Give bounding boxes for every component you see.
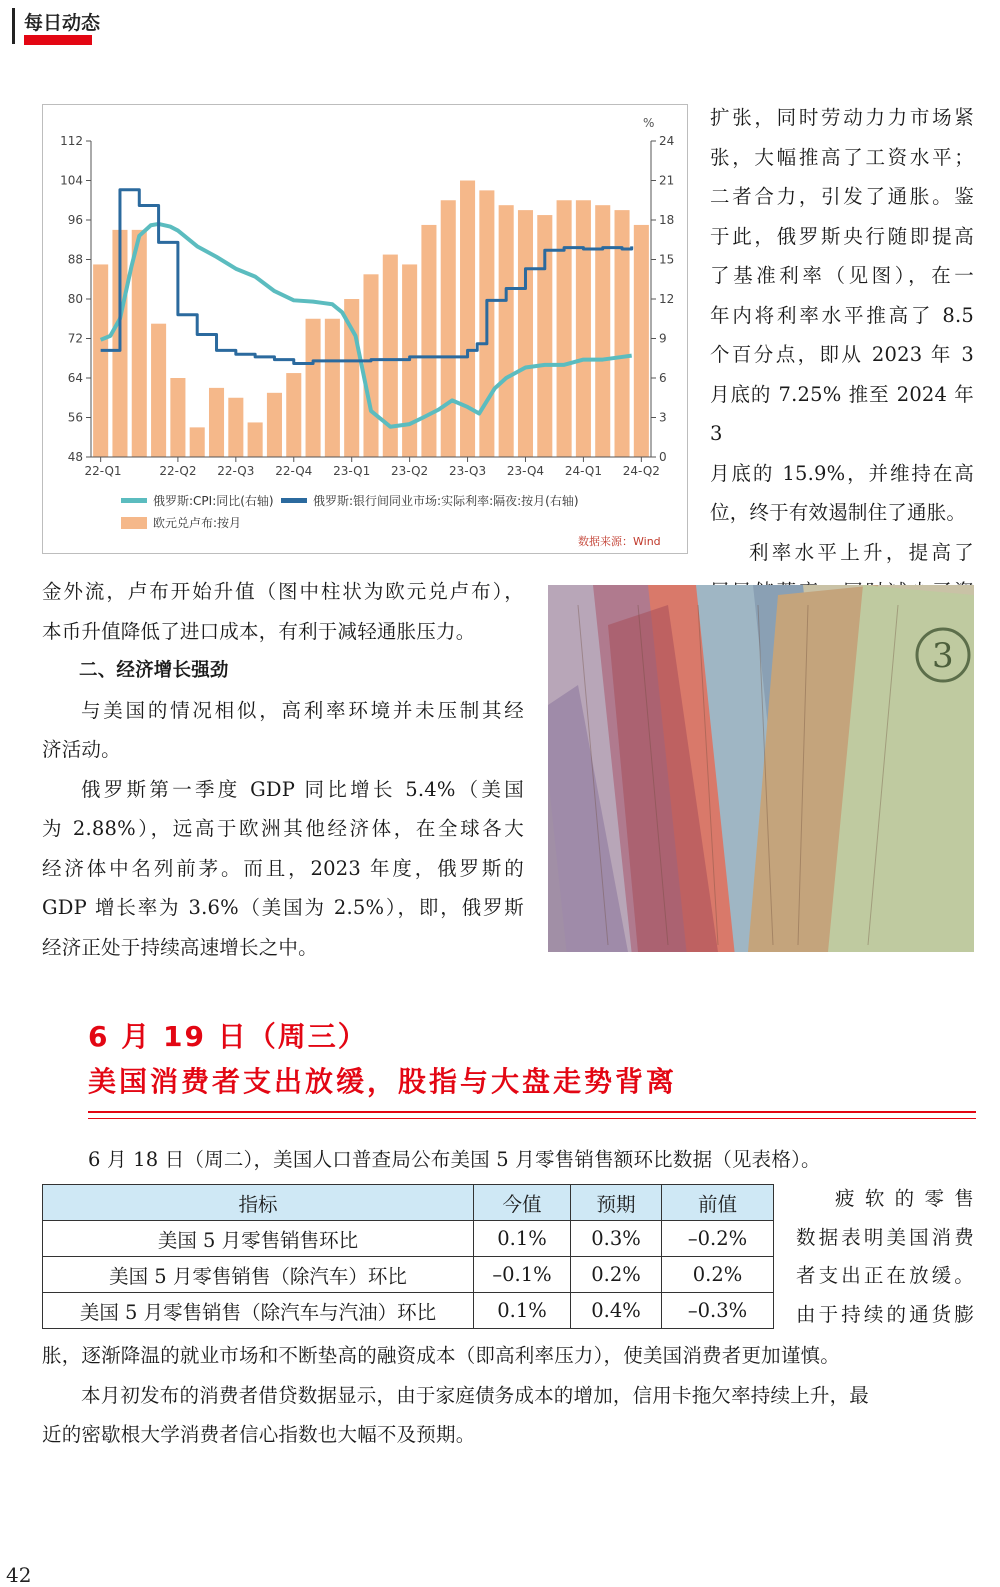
text-line: 利率水平上升，提高了 <box>749 540 974 564</box>
left-axis-tick-label: 96 <box>67 213 83 227</box>
text-line: 扩张，同时劳动力力市场紧 <box>710 106 974 129</box>
text-line: 近的密歇根大学消费者信心指数也大幅不及预期。 <box>42 1423 476 1446</box>
section-date: 6 月 19 日（周三） <box>88 1020 368 1053</box>
table-side-text <box>796 1180 974 1334</box>
banknote-denomination: 3 <box>932 636 954 676</box>
text-line: 济活动。 <box>42 738 121 761</box>
exchange-rate-chart <box>43 105 687 553</box>
table-cell: 美国 5 月零售销售（除汽车）环比 <box>43 1257 474 1293</box>
section-headline: 美国消费者支出放缓，股指与大盘走势背离 <box>88 1065 678 1098</box>
eur-rub-bar <box>557 200 572 457</box>
text-line: 张，大幅推高了工资水平； <box>710 145 974 169</box>
legend-rate-swatch <box>281 498 307 503</box>
right-axis-unit: % <box>643 116 655 130</box>
left-axis-tick-label: 104 <box>60 173 83 188</box>
right-axis-tick-label: 9 <box>659 331 667 346</box>
eur-rub-bar <box>441 200 456 457</box>
eur-rub-bar <box>228 398 243 457</box>
left-axis-tick-label: 88 <box>67 252 83 267</box>
right-axis-tick-label: 24 <box>659 134 675 148</box>
table-cell: –0.3% <box>662 1293 774 1329</box>
section-intro: 6 月 18 日（周二），美国人口普查局公布美国 5 月零售销售额环比数据（见表格）。 <box>88 1148 821 1171</box>
left-axis-tick-label: 112 <box>60 134 83 148</box>
text-line: 二者合力，引发了通胀。鉴 <box>710 185 974 208</box>
table-cell: –0.1% <box>474 1257 571 1293</box>
left-axis-tick-label: 64 <box>67 371 83 385</box>
table-cell: 0.4% <box>571 1293 662 1329</box>
table-cell: 0.1% <box>474 1293 571 1329</box>
col-header-previous: 前值 <box>662 1185 774 1221</box>
eur-rub-bar <box>267 393 282 457</box>
text-line: 年内将利率水平推高了 8.5 <box>710 303 974 327</box>
text-line: 胀，逐渐降温的就业市场和不断垫高的融资成本（即高利率压力），使美国消费者更加谨慎。 <box>42 1344 840 1367</box>
section-header-title: 每日动态 <box>24 12 101 34</box>
header-bar <box>12 8 15 44</box>
x-axis-tick-label: 24-Q1 <box>564 464 602 478</box>
right-column-text <box>710 98 974 612</box>
table-row <box>43 1221 774 1257</box>
chart-source: 数据来源：Wind <box>578 535 661 548</box>
eur-rub-bar <box>306 319 321 457</box>
eur-rub-bar <box>170 378 185 457</box>
x-axis-tick-label: 23-Q4 <box>506 464 545 478</box>
left-axis-tick-label: 80 <box>67 292 83 306</box>
table-row <box>43 1293 774 1329</box>
x-axis-tick-label: 23-Q3 <box>448 464 487 478</box>
right-axis-tick-label: 15 <box>659 252 675 267</box>
right-axis-tick-label: 12 <box>659 292 675 306</box>
headline-rule-thick <box>88 1111 976 1113</box>
table-cell: 美国 5 月零售销售（除汽车与汽油）环比 <box>43 1293 474 1329</box>
right-axis-tick-label: 6 <box>659 371 667 385</box>
col-header-actual: 今值 <box>474 1185 571 1221</box>
eur-rub-bar <box>634 225 649 457</box>
legend-eur-label: 欧元兑卢布:按月 <box>153 516 242 530</box>
text-line: 了基准利率（见图），在一 <box>710 264 974 287</box>
x-axis-tick-label: 22-Q3 <box>217 464 255 478</box>
x-axis-tick-label: 22-Q4 <box>275 464 313 478</box>
eur-rub-bar <box>499 205 514 457</box>
text-line: 金外流，卢布开始升值（图中柱状为欧元兑卢布）， <box>42 580 524 603</box>
chart-figure <box>42 104 688 554</box>
text-line: 经济正处于持续高速增长之中。 <box>42 935 318 959</box>
text-line: GDP 增长率为 3.6%（美国为 2.5%），即，俄罗斯 <box>42 896 524 919</box>
right-axis-tick-label: 18 <box>659 213 675 227</box>
text-line: 本月初发布的消费者借贷数据显示，由于家庭债务成本的增加，信用卡拖欠率持续上升，最 <box>81 1383 870 1407</box>
text-line: 俄罗斯第一季度 GDP 同比增长 5.4%（美国 <box>81 777 524 801</box>
text-line: 由于持续的通货膨 <box>796 1302 974 1326</box>
left-axis-tick-label: 48 <box>67 450 83 464</box>
legend-eur-swatch <box>121 517 147 529</box>
col-header-indicator: 指标 <box>43 1185 474 1221</box>
closing-paragraphs <box>42 1336 974 1455</box>
table-cell: 0.3% <box>571 1221 662 1257</box>
text-line: 疲软的零售 <box>835 1187 974 1210</box>
eur-rub-bar <box>325 319 340 457</box>
eur-rub-bar <box>151 324 166 457</box>
legend-rate-label: 俄罗斯:银行间同业市场:实际利率:隔夜:按月(右轴) <box>313 494 579 508</box>
x-axis-tick-label: 23-Q2 <box>391 464 429 478</box>
left-axis-tick-label: 56 <box>67 410 83 425</box>
col-header-forecast: 预期 <box>571 1185 662 1221</box>
text-line: 为 2.88%），远高于欧洲其他经济体，在全球各大 <box>42 817 524 840</box>
text-line: 者支出正在放缓。 <box>796 1264 974 1287</box>
text-line: 数据表明美国消费 <box>796 1225 974 1249</box>
eur-rub-bar <box>421 225 436 457</box>
legend-cpi-swatch <box>121 498 147 503</box>
eur-rub-bar <box>93 264 108 457</box>
table-cell: 美国 5 月零售销售环比 <box>43 1221 474 1257</box>
right-axis-tick-label: 3 <box>659 410 667 425</box>
table-cell: –0.2% <box>662 1221 774 1257</box>
eur-rub-bar <box>286 373 301 457</box>
header-red-underline <box>24 35 92 45</box>
x-axis-tick-label: 24-Q2 <box>622 464 660 478</box>
text-line: 于此，俄罗斯央行随即提高 <box>710 224 974 248</box>
text-line: 本币升值降低了进口成本，有利于减轻通胀压力。 <box>42 619 476 643</box>
table-header-row <box>43 1185 774 1221</box>
text-line: 与美国的情况相似，高利率环境并未压制其经 <box>81 698 524 722</box>
legend-cpi-label: 俄罗斯:CPI:同比(右轴) <box>153 494 274 508</box>
x-axis-tick-label: 23-Q1 <box>333 464 371 478</box>
page-number: 42 <box>6 1563 32 1587</box>
eur-rub-bar <box>576 200 591 457</box>
right-axis-tick-label: 21 <box>659 173 675 188</box>
text-line: 经济体中名列前茅。而且，2023 年度，俄罗斯的 <box>42 856 524 880</box>
retail-sales-table <box>42 1184 774 1329</box>
eur-rub-bar <box>248 422 263 457</box>
eur-rub-bar <box>518 210 533 457</box>
headline-rule-thin <box>88 1118 976 1119</box>
text-line: 月底的 15.9%，并维持在高 <box>710 461 974 485</box>
banknotes-illustration <box>548 585 974 952</box>
left-column-text <box>42 572 524 967</box>
text-line: 位，终于有效遏制住了通胀。 <box>710 501 967 524</box>
soviet-banknotes-photo <box>548 585 974 952</box>
subheading-economic-growth: 二、经济增长强劲 <box>79 660 229 681</box>
eur-rub-bar <box>595 205 610 457</box>
table-cell: 0.2% <box>571 1257 662 1293</box>
left-axis-tick-label: 72 <box>67 331 83 346</box>
table-cell: 0.2% <box>662 1257 774 1293</box>
eur-rub-bar <box>190 427 205 457</box>
text-line: 月底的 7.25% 推至 2024 年 3 <box>710 382 974 445</box>
eur-rub-bar <box>460 181 475 458</box>
table-row <box>43 1257 774 1293</box>
x-axis-tick-label: 22-Q1 <box>84 464 122 478</box>
text-line: 个百分点，即从 2023 年 3 <box>710 343 974 366</box>
x-axis-tick-label: 22-Q2 <box>159 464 197 478</box>
right-axis-tick-label: 0 <box>659 450 667 464</box>
table-cell: 0.1% <box>474 1221 571 1257</box>
eur-rub-bar <box>363 274 378 457</box>
eur-rub-bar <box>209 388 224 457</box>
